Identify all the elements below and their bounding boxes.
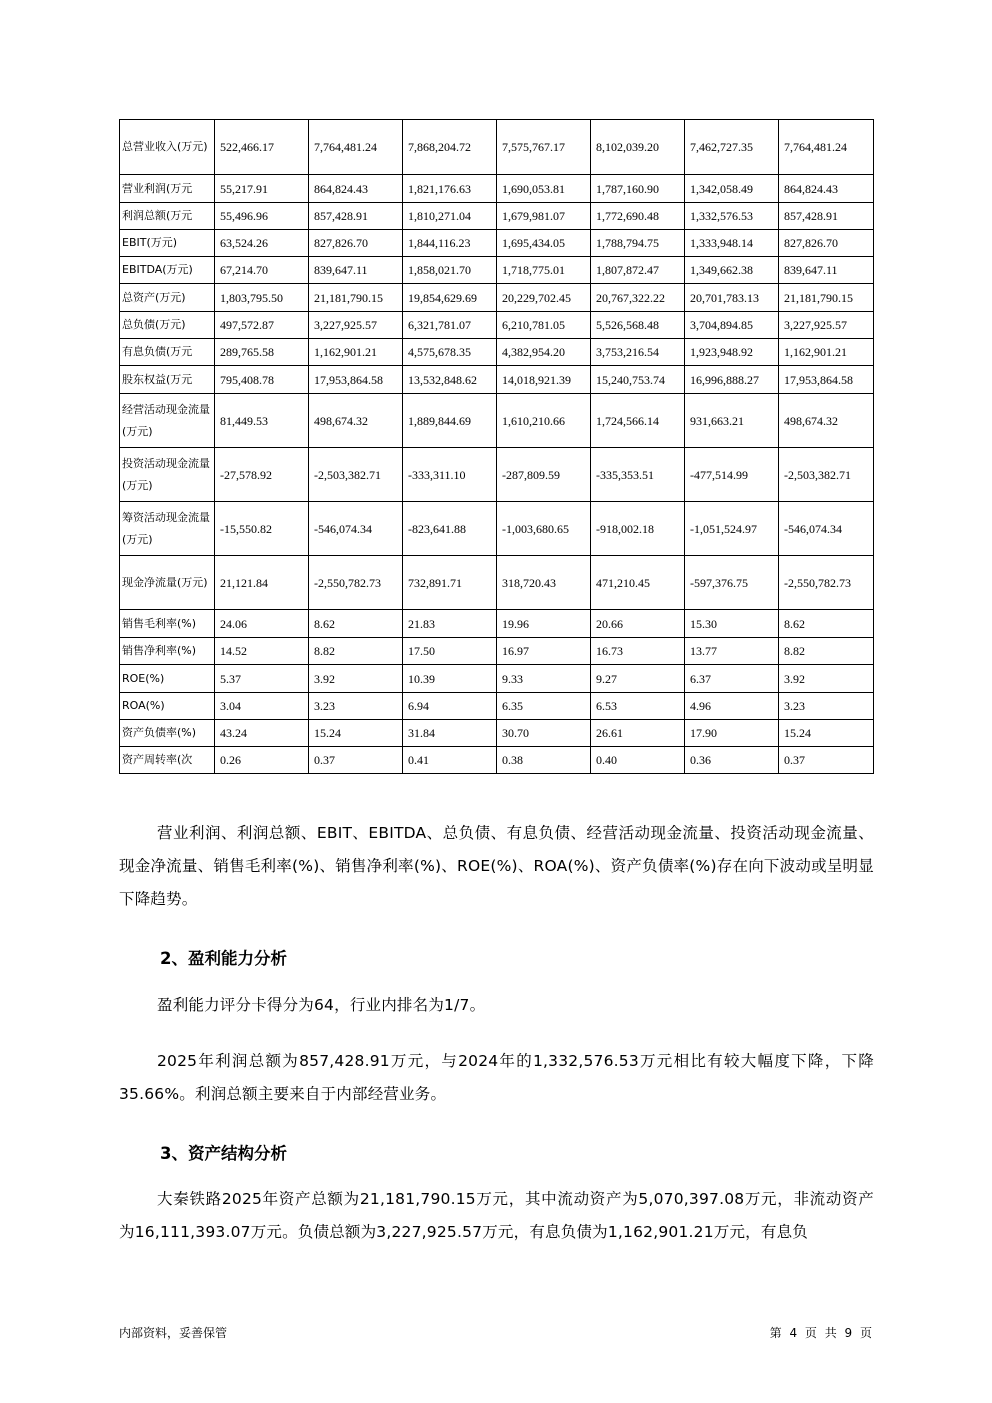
table-cell: 1,923,948.92	[685, 339, 779, 366]
table-cell: -333,311.10	[403, 448, 497, 502]
table-cell: 471,210.45	[591, 556, 685, 610]
table-row	[120, 747, 874, 774]
table-cell: -27,578.92	[215, 448, 309, 502]
table-cell: -477,514.99	[685, 448, 779, 502]
row-label: 股东权益(万元	[120, 366, 215, 394]
table-cell: 15.30	[685, 610, 779, 638]
row-label: ROA(%)	[120, 693, 215, 720]
table-row	[120, 203, 874, 230]
table-cell: -2,503,382.71	[779, 448, 874, 502]
table-cell: 7,868,204.72	[403, 120, 497, 175]
row-label: EBITDA(万元)	[120, 257, 215, 284]
row-label: 资产负债率(%)	[120, 720, 215, 747]
table-row	[120, 693, 874, 720]
table-cell: 4,575,678.35	[403, 339, 497, 366]
section-heading-profitability: 2、盈利能力分析	[160, 949, 287, 968]
row-label: 资产周转率(次	[120, 747, 215, 774]
table-cell: 6.35	[497, 693, 591, 720]
row-label: ROE(%)	[120, 665, 215, 693]
table-cell: 1,162,901.21	[779, 339, 874, 366]
table-cell: 839,647.11	[779, 257, 874, 284]
table-cell: 6,210,781.05	[497, 312, 591, 339]
table-row	[120, 175, 874, 203]
table-cell: 839,647.11	[309, 257, 403, 284]
table-cell: 1,821,176.63	[403, 175, 497, 203]
table-cell: -15,550.82	[215, 502, 309, 556]
table-cell: 14.52	[215, 638, 309, 665]
row-label: EBIT(万元)	[120, 230, 215, 257]
table-cell: 289,765.58	[215, 339, 309, 366]
row-label: 筹资活动现金流量(万元)	[120, 502, 215, 556]
table-cell: 21,181,790.15	[309, 284, 403, 312]
table-cell: 30.70	[497, 720, 591, 747]
table-cell: 1,695,434.05	[497, 230, 591, 257]
table-cell: 8,102,039.20	[591, 120, 685, 175]
table-cell: 1,690,053.81	[497, 175, 591, 203]
table-cell: 5.37	[215, 665, 309, 693]
table-cell: 1,803,795.50	[215, 284, 309, 312]
table-cell: 318,720.43	[497, 556, 591, 610]
footer-page-number: 第 4 页 共 9 页	[769, 1326, 872, 1340]
financial-indicators-table	[119, 119, 874, 774]
table-cell: -1,051,524.97	[685, 502, 779, 556]
table-cell: -2,550,782.73	[779, 556, 874, 610]
row-label: 有息负债(万元	[120, 339, 215, 366]
table-cell: 7,575,767.17	[497, 120, 591, 175]
table-cell: 13.77	[685, 638, 779, 665]
table-cell: 24.06	[215, 610, 309, 638]
table-cell: 81,449.53	[215, 394, 309, 448]
table-cell: 4,382,954.20	[497, 339, 591, 366]
table-cell: 17,953,864.58	[309, 366, 403, 394]
table-cell: 43.24	[215, 720, 309, 747]
table-cell: 1,807,872.47	[591, 257, 685, 284]
table-cell: -823,641.88	[403, 502, 497, 556]
table-cell: 1,718,775.01	[497, 257, 591, 284]
table-cell: 0.37	[779, 747, 874, 774]
table-cell: -546,074.34	[779, 502, 874, 556]
table-cell: 15,240,753.74	[591, 366, 685, 394]
table-cell: 1,333,948.14	[685, 230, 779, 257]
table-cell: 3.92	[309, 665, 403, 693]
table-cell: 8.62	[779, 610, 874, 638]
table-cell: -335,353.51	[591, 448, 685, 502]
table-cell: 7,764,481.24	[779, 120, 874, 175]
table-cell: 1,787,160.90	[591, 175, 685, 203]
table-cell: 3,704,894.85	[685, 312, 779, 339]
table-cell: 21,121.84	[215, 556, 309, 610]
table-cell: 8.82	[309, 638, 403, 665]
table-cell: 9.33	[497, 665, 591, 693]
table-cell: 498,674.32	[309, 394, 403, 448]
table-row	[120, 120, 874, 175]
section-heading-asset-structure: 3、资产结构分析	[160, 1144, 287, 1163]
table-cell: 55,496.96	[215, 203, 309, 230]
table-cell: -2,503,382.71	[309, 448, 403, 502]
table-cell: 4.96	[685, 693, 779, 720]
table-cell: 3.23	[309, 693, 403, 720]
asset-structure-paragraph: 大秦铁路2025年资产总额为21,181,790.15万元，其中流动资产为5,070,397.08万元，非流动资产为16,111,393.07万元。负债总额为3,227,925.57万元，有息负债为1,162,901.21万元，有息负	[119, 1190, 874, 1241]
table-row	[120, 312, 874, 339]
table-cell: 21,181,790.15	[779, 284, 874, 312]
table-cell: 17.90	[685, 720, 779, 747]
table-cell: 1,332,576.53	[685, 203, 779, 230]
table-cell: 20,701,783.13	[685, 284, 779, 312]
row-label: 营业利润(万元	[120, 175, 215, 203]
table-cell: 20.66	[591, 610, 685, 638]
table-cell: 16.97	[497, 638, 591, 665]
table-cell: 6.37	[685, 665, 779, 693]
footer-confidential: 内部资料，妥善保管	[119, 1326, 228, 1340]
table-cell: -918,002.18	[591, 502, 685, 556]
table-cell: 3,227,925.57	[309, 312, 403, 339]
table-cell: 1,724,566.14	[591, 394, 685, 448]
table-row	[120, 339, 874, 366]
table-cell: 0.40	[591, 747, 685, 774]
table-row	[120, 366, 874, 394]
table-cell: 7,764,481.24	[309, 120, 403, 175]
table-cell: 0.38	[497, 747, 591, 774]
table-cell: 1,788,794.75	[591, 230, 685, 257]
row-label: 利润总额(万元	[120, 203, 215, 230]
table-cell: 16.73	[591, 638, 685, 665]
table-cell: 857,428.91	[309, 203, 403, 230]
table-cell: 795,408.78	[215, 366, 309, 394]
table-cell: -287,809.59	[497, 448, 591, 502]
table-cell: 15.24	[779, 720, 874, 747]
table-cell: -597,376.75	[685, 556, 779, 610]
table-cell: 20,767,322.22	[591, 284, 685, 312]
table-cell: 16,996,888.27	[685, 366, 779, 394]
table-cell: 0.37	[309, 747, 403, 774]
table-cell: 1,889,844.69	[403, 394, 497, 448]
table-cell: 19.96	[497, 610, 591, 638]
table-cell: 7,462,727.35	[685, 120, 779, 175]
row-label: 销售毛利率(%)	[120, 610, 215, 638]
table-cell: 13,532,848.62	[403, 366, 497, 394]
table-cell: 21.83	[403, 610, 497, 638]
table-cell: -546,074.34	[309, 502, 403, 556]
table-cell: 864,824.43	[779, 175, 874, 203]
table-cell: 6.53	[591, 693, 685, 720]
table-cell: -1,003,680.65	[497, 502, 591, 556]
profit-total-paragraph: 2025年利润总额为857,428.91万元，与2024年的1,332,576.53万元相比有较大幅度下降，下降35.66%。利润总额主要来自于内部经营业务。	[119, 1052, 874, 1103]
table-cell: 1,844,116.23	[403, 230, 497, 257]
table-row	[120, 720, 874, 747]
table-cell: 9.27	[591, 665, 685, 693]
row-label: 现金净流量(万元)	[120, 556, 215, 610]
table-cell: 5,526,568.48	[591, 312, 685, 339]
profitability-score-paragraph: 盈利能力评分卡得分为64，行业内排名为1/7。	[157, 996, 486, 1014]
table-cell: 67,214.70	[215, 257, 309, 284]
table-cell: 827,826.70	[779, 230, 874, 257]
table-cell: 732,891.71	[403, 556, 497, 610]
table-cell: 26.61	[591, 720, 685, 747]
table-cell: 857,428.91	[779, 203, 874, 230]
table-row	[120, 394, 874, 448]
table-row	[120, 448, 874, 502]
table-cell: 15.24	[309, 720, 403, 747]
table-cell: 20,229,702.45	[497, 284, 591, 312]
table-cell: 1,162,901.21	[309, 339, 403, 366]
row-label: 投资活动现金流量(万元)	[120, 448, 215, 502]
table-cell: 14,018,921.39	[497, 366, 591, 394]
table-cell: 17.50	[403, 638, 497, 665]
table-cell: 6.94	[403, 693, 497, 720]
table-cell: 3,227,925.57	[779, 312, 874, 339]
table-cell: 931,663.21	[685, 394, 779, 448]
table-cell: 0.36	[685, 747, 779, 774]
row-label: 总资产(万元)	[120, 284, 215, 312]
table-cell: 55,217.91	[215, 175, 309, 203]
table-cell: 3.04	[215, 693, 309, 720]
table-row	[120, 284, 874, 312]
table-cell: 1,858,021.70	[403, 257, 497, 284]
table-cell: 3.23	[779, 693, 874, 720]
table-cell: 17,953,864.58	[779, 366, 874, 394]
table-cell: 19,854,629.69	[403, 284, 497, 312]
table-row	[120, 665, 874, 693]
table-cell: 0.26	[215, 747, 309, 774]
table-cell: 827,826.70	[309, 230, 403, 257]
table-row	[120, 638, 874, 665]
row-label: 总营业收入(万元)	[120, 120, 215, 175]
table-cell: 1,349,662.38	[685, 257, 779, 284]
table-row	[120, 502, 874, 556]
table-cell: 1,810,271.04	[403, 203, 497, 230]
table-cell: 8.62	[309, 610, 403, 638]
table-cell: 10.39	[403, 665, 497, 693]
table-cell: 1,342,058.49	[685, 175, 779, 203]
table-cell: -2,550,782.73	[309, 556, 403, 610]
table-cell: 522,466.17	[215, 120, 309, 175]
table-cell: 31.84	[403, 720, 497, 747]
table-cell: 1,610,210.66	[497, 394, 591, 448]
table-row	[120, 556, 874, 610]
row-label: 总负债(万元)	[120, 312, 215, 339]
table-row	[120, 257, 874, 284]
row-label: 经营活动现金流量(万元)	[120, 394, 215, 448]
table-row	[120, 230, 874, 257]
table-cell: 3.92	[779, 665, 874, 693]
table-cell: 3,753,216.54	[591, 339, 685, 366]
table-cell: 497,572.87	[215, 312, 309, 339]
table-cell: 8.82	[779, 638, 874, 665]
table-cell: 1,772,690.48	[591, 203, 685, 230]
table-cell: 1,679,981.07	[497, 203, 591, 230]
table-row	[120, 610, 874, 638]
table-cell: 0.41	[403, 747, 497, 774]
table-cell: 864,824.43	[309, 175, 403, 203]
table-cell: 63,524.26	[215, 230, 309, 257]
table-cell: 6,321,781.07	[403, 312, 497, 339]
row-label: 销售净利率(%)	[120, 638, 215, 665]
table-cell: 498,674.32	[779, 394, 874, 448]
trend-paragraph: 营业利润、利润总额、EBIT、EBITDA、总负债、有息负债、经营活动现金流量、投资活动现金流量、现金净流量、销售毛利率(%)、销售净利率(%)、ROE(%)、ROA(%)、资产负债率(%)存在向下波动或呈明显下降趋势。	[119, 824, 874, 908]
